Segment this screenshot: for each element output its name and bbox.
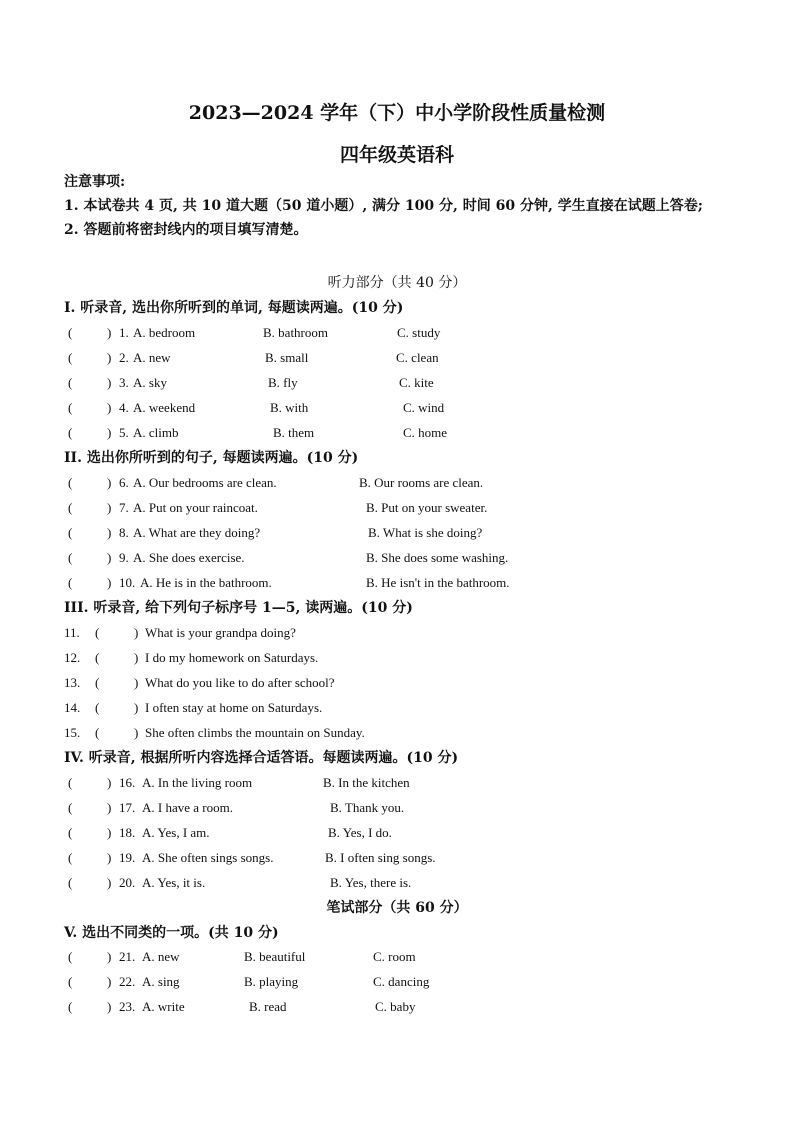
option-a: A. She does exercise. [133,550,245,565]
question-row [0,850,794,870]
question-number: 3. [119,375,129,390]
option-a: A. Yes, I am. [142,825,210,840]
answer-paren-close: ) [107,425,112,440]
answer-paren-open[interactable]: ( [95,625,100,640]
question-number: 1. [119,325,129,340]
section-3-heading: III. 听录音, 给下列句子标序号 1—5, 读两遍。(10 分) [64,600,413,616]
exam-subtitle: 四年级英语科 [339,144,454,166]
question-row [0,550,794,570]
answer-paren-close: ) [107,999,112,1014]
answer-paren-close: ) [134,725,139,740]
option-b: B. He isn't in the bathroom. [366,575,510,590]
answer-paren-open[interactable]: ( [68,974,73,989]
answer-paren-open[interactable]: ( [95,675,100,690]
option-a: A. climb [133,425,179,440]
question-number: 8. [119,525,129,540]
answer-paren-close: ) [107,575,112,590]
question-row [0,400,794,420]
option-a: A. He is in the bathroom. [140,575,272,590]
answer-paren-close: ) [107,850,112,865]
answer-paren-close: ) [107,974,112,989]
option-a: A. new [133,350,171,365]
question-number: 12. [64,650,81,665]
option-b: B. with [270,400,309,415]
answer-paren-open[interactable]: ( [68,325,73,340]
option-c: C. baby [375,999,416,1014]
question-number: 19. [119,850,136,865]
option-c: C. study [397,325,441,340]
option-a: A. sing [142,974,180,989]
question-row [0,425,794,445]
option-b: B. Yes, I do. [328,825,392,840]
answer-paren-open[interactable]: ( [68,875,73,890]
answer-paren-open[interactable]: ( [68,425,73,440]
option-b: B. In the kitchen [323,775,410,790]
notes-heading: 注意事项: [64,174,126,190]
option-b: B. Thank you. [330,800,405,815]
option-c: C. home [403,425,448,440]
answer-paren-close: ) [107,949,112,964]
option-a: A. In the living room [142,775,253,790]
option-c: C. kite [399,375,434,390]
question-row [0,325,794,345]
notes-block [64,170,724,242]
ordering-row [0,625,794,645]
question-row [0,475,794,495]
listening-heading: 听力部分（共 40 分） [327,275,467,291]
question-number: 11. [64,625,80,640]
answer-paren-close: ) [107,325,112,340]
question-row [0,775,794,795]
answer-paren-close: ) [107,800,112,815]
section-4-heading: IV. 听录音, 根据所听内容选择合适答语。每题读两遍。(10 分) [64,750,459,766]
question-number: 2. [119,350,129,365]
option-a: A. Our bedrooms are clean. [133,475,277,490]
question-row [0,800,794,820]
answer-paren-close: ) [107,775,112,790]
question-row [0,525,794,545]
answer-paren-close: ) [134,675,139,690]
answer-paren-open[interactable]: ( [95,650,100,665]
answer-paren-open[interactable]: ( [68,999,73,1014]
question-row [0,575,794,595]
question-number: 17. [119,800,136,815]
option-b: B. playing [244,974,299,989]
option-b: B. bathroom [263,325,328,340]
ordering-row [0,700,794,720]
question-number: 20. [119,875,136,890]
answer-paren-close: ) [107,375,112,390]
option-b: B. Yes, there is. [330,875,412,890]
section-2-heading: II. 选出你所听到的句子, 每题读两遍。(10 分) [64,450,359,466]
sentence-text: I do my homework on Saturdays. [145,650,319,665]
answer-paren-open[interactable]: ( [95,725,100,740]
option-b: B. them [273,425,315,440]
sentence-text: She often climbs the mountain on Sunday. [145,725,365,740]
option-a: A. What are they doing? [133,525,261,540]
answer-paren-open[interactable]: ( [68,800,73,815]
option-b: B. Put on your sweater. [366,500,488,515]
question-number: 15. [64,725,81,740]
answer-paren-open[interactable]: ( [95,700,100,715]
answer-paren-close: ) [107,475,112,490]
question-number: 21. [119,949,136,964]
answer-paren-open[interactable]: ( [68,949,73,964]
answer-paren-open[interactable]: ( [68,350,73,365]
answer-paren-open[interactable]: ( [68,825,73,840]
sentence-text: What is your grandpa doing? [145,625,296,640]
section-5-heading: V. 选出不同类的一项。(共 10 分) [64,925,279,941]
answer-paren-open[interactable]: ( [68,575,73,590]
answer-paren-close: ) [134,650,139,665]
ordering-row [0,725,794,745]
question-row [0,500,794,520]
question-number: 9. [119,550,129,565]
answer-paren-open[interactable]: ( [68,850,73,865]
section-1-heading: I. 听录音, 选出你所听到的单词, 每题读两遍。(10 分) [64,300,404,316]
answer-paren-close: ) [107,350,112,365]
question-row [0,974,794,994]
option-b: B. I often sing songs. [325,850,436,865]
exam-title: 2023—2024 学年（下）中小学阶段性质量检测 [188,102,606,124]
question-number: 16. [119,775,136,790]
option-a: A. Put on your raincoat. [133,500,258,515]
sentence-text: What do you like to do after school? [145,675,335,690]
sentence-text: I often stay at home on Saturdays. [145,700,323,715]
option-b: B. read [249,999,287,1014]
question-number: 10. [119,575,136,590]
answer-paren-close: ) [107,550,112,565]
question-number: 23. [119,999,136,1014]
question-row [0,825,794,845]
option-a: A. Yes, it is. [142,875,206,890]
answer-paren-close: ) [134,700,139,715]
option-b: B. Our rooms are clean. [359,475,484,490]
question-row [0,375,794,395]
question-number: 13. [64,675,81,690]
option-c: C. clean [396,350,439,365]
option-b: B. She does some washing. [366,550,509,565]
answer-paren-open[interactable]: ( [68,775,73,790]
option-b: B. beautiful [244,949,306,964]
option-b: B. fly [268,375,298,390]
option-a: A. sky [133,375,167,390]
question-row [0,949,794,969]
answer-paren-close: ) [107,875,112,890]
question-number: 5. [119,425,129,440]
option-a: A. I have a room. [142,800,233,815]
ordering-row [0,650,794,670]
option-a: A. new [142,949,180,964]
ordering-row [0,675,794,695]
answer-paren-open[interactable]: ( [68,525,73,540]
question-number: 22. [119,974,136,989]
question-row [0,875,794,895]
answer-paren-open[interactable]: ( [68,475,73,490]
option-a: A. bedroom [133,325,196,340]
question-row [0,999,794,1019]
answer-paren-close: ) [134,625,139,640]
answer-paren-close: ) [107,825,112,840]
option-a: A. write [142,999,185,1014]
option-c: C. room [373,949,416,964]
question-number: 7. [119,500,129,515]
answer-paren-open[interactable]: ( [68,550,73,565]
answer-paren-open[interactable]: ( [68,400,73,415]
answer-paren-close: ) [107,500,112,515]
question-number: 14. [64,700,81,715]
answer-paren-close: ) [107,525,112,540]
question-number: 6. [119,475,129,490]
option-a: A. She often sings songs. [142,850,274,865]
answer-paren-open[interactable]: ( [68,375,73,390]
option-b: B. What is she doing? [368,525,483,540]
question-number: 18. [119,825,136,840]
option-a: A. weekend [133,400,196,415]
option-c: C. wind [403,400,445,415]
question-row [0,350,794,370]
answer-paren-close: ) [107,400,112,415]
question-number: 4. [119,400,129,415]
notes-item-1: 1. 本试卷共 4 页, 共 10 道大题（50 道小题）, 满分 100 分, 时间 60 分钟, 学生直接在试题上答卷; [64,198,703,214]
notes-item-2: 2. 答题前将密封线内的项目填写清楚。 [64,222,308,238]
answer-paren-open[interactable]: ( [68,500,73,515]
option-c: C. dancing [373,974,430,989]
option-b: B. small [265,350,309,365]
writing-heading: 笔试部分（共 60 分） [326,900,468,916]
